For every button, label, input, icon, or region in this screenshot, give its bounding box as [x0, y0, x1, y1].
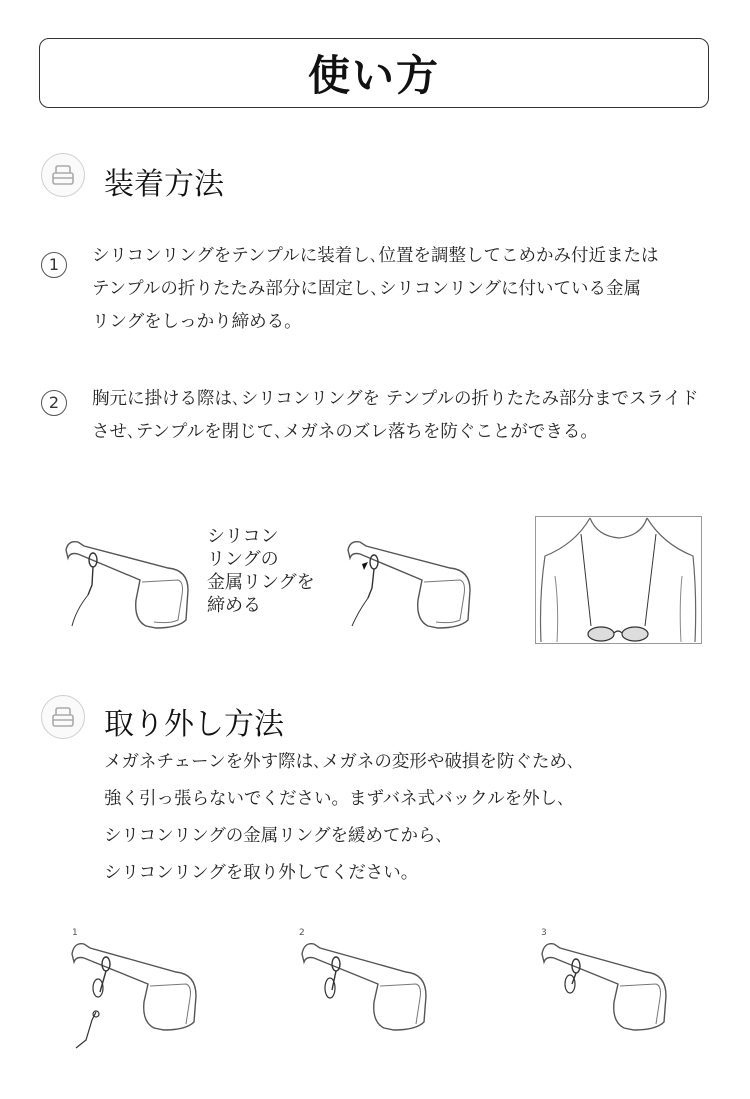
step-number-1: 1 — [41, 252, 67, 278]
caption-line: リングの — [207, 549, 279, 570]
glasses-ring-tightened-illustration — [340, 540, 475, 630]
caption-line: 金属リングを — [207, 572, 315, 593]
attach-step-2-text — [92, 383, 699, 449]
step-label-1: 1 — [72, 928, 78, 938]
title-box — [39, 38, 709, 108]
text-line: シリコンリングを取り外してください。 — [104, 863, 419, 883]
text-line: シリコンリングの金属リングを緩めてから､ — [104, 826, 445, 846]
section-title-attach: 装着方法 — [104, 167, 224, 202]
removal-step-2-illustration — [294, 940, 434, 1050]
text-line: 胸元に掛ける際は､シリコンリングを テンプルの折りたたみ部分までスライド — [92, 389, 699, 409]
eyeglasses-case-icon — [41, 695, 85, 739]
step-label-3: 3 — [541, 928, 547, 938]
necklace-wearing-illustration — [535, 516, 702, 644]
text-line: 強く引っ張らないでください。まずバネ式バックルを外し､ — [104, 789, 566, 809]
removal-step-3-illustration — [534, 940, 674, 1050]
glasses-temple-ring-illustration — [58, 540, 193, 630]
caption-line: 締める — [207, 595, 261, 616]
eyeglasses-case-icon — [41, 153, 85, 197]
text-line: シリコンリングをテンプルに装着し､位置を調整してこめかみ付近または — [92, 246, 659, 266]
text-line: メガネチェーンを外す際は､メガネの変形や破損を防ぐため､ — [104, 752, 576, 772]
remove-instructions — [104, 744, 576, 892]
attach-step-1-text — [92, 240, 658, 339]
removal-step-1-illustration — [64, 940, 204, 1050]
caption-line: シリコン — [207, 526, 279, 547]
text-line: リングをしっかり締める。 — [92, 312, 302, 332]
step-number-2: 2 — [41, 390, 67, 416]
text-line: させ､テンプルを閉じて､メガネのズレ落ちを防ぐことができる。 — [92, 422, 598, 442]
ring-caption — [207, 525, 315, 617]
text-line: テンプルの折りたたみ部分に固定し､シリコンリングに付いている金属 — [92, 279, 641, 299]
page-title: 使い方 — [307, 51, 440, 100]
section-title-remove: 取り外し方法 — [104, 707, 284, 742]
step-label-2: 2 — [299, 928, 305, 938]
